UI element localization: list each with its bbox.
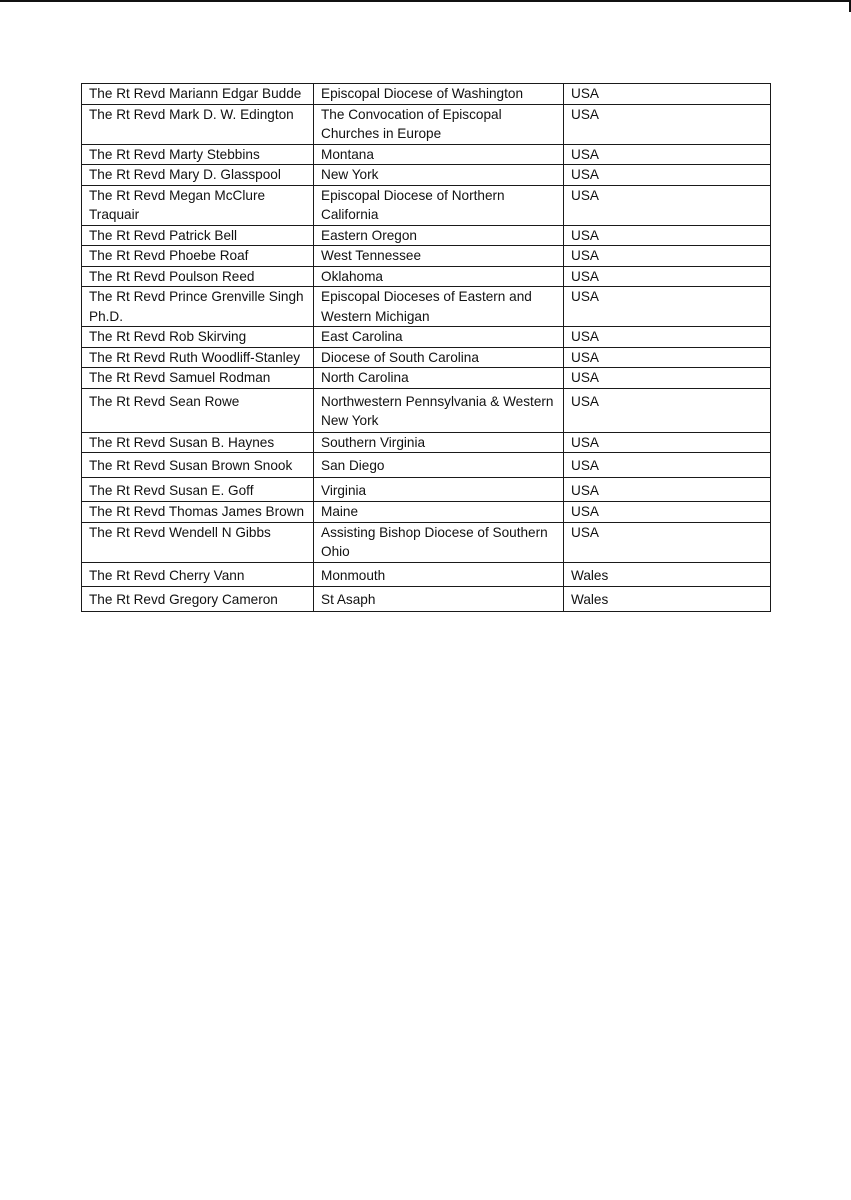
scan-top-border xyxy=(0,0,851,2)
table-row xyxy=(82,144,771,165)
country-cell: USA xyxy=(564,266,771,287)
bishop-name-cell: The Rt Revd Susan B. Haynes xyxy=(82,432,314,453)
diocese-cell: Southern Virginia xyxy=(314,432,564,453)
diocese-cell: Diocese of South Carolina xyxy=(314,347,564,368)
table-row xyxy=(82,225,771,246)
country-cell: USA xyxy=(564,84,771,105)
diocese-cell: Episcopal Dioceses of Eastern and Western Michigan xyxy=(314,287,564,327)
bishop-name-cell: The Rt Revd Gregory Cameron xyxy=(82,587,314,612)
bishop-name-cell: The Rt Revd Phoebe Roaf xyxy=(82,246,314,267)
bishop-name-cell: The Rt Revd Marty Stebbins xyxy=(82,144,314,165)
country-cell: USA xyxy=(564,327,771,348)
table-row xyxy=(82,477,771,502)
bishop-name-cell: The Rt Revd Mark D. W. Edington xyxy=(82,104,314,144)
diocese-cell: Northwestern Pennsylvania & Western New York xyxy=(314,388,564,432)
country-cell: USA xyxy=(564,477,771,502)
country-cell: USA xyxy=(564,287,771,327)
diocese-cell: West Tennessee xyxy=(314,246,564,267)
table-row xyxy=(82,246,771,267)
table-row xyxy=(82,165,771,186)
bishop-name-cell: The Rt Revd Susan E. Goff xyxy=(82,477,314,502)
table-row xyxy=(82,522,771,562)
table-row xyxy=(82,587,771,612)
table-row xyxy=(82,453,771,478)
table-row xyxy=(82,502,771,523)
bishop-name-cell: The Rt Revd Susan Brown Snook xyxy=(82,453,314,478)
bishop-name-cell: The Rt Revd Thomas James Brown xyxy=(82,502,314,523)
bishop-name-cell: The Rt Revd Mary D. Glasspool xyxy=(82,165,314,186)
country-cell: USA xyxy=(564,246,771,267)
country-cell: USA xyxy=(564,347,771,368)
country-cell: Wales xyxy=(564,562,771,587)
bishop-name-cell: The Rt Revd Sean Rowe xyxy=(82,388,314,432)
table-row xyxy=(82,327,771,348)
diocese-cell: North Carolina xyxy=(314,368,564,389)
country-cell: USA xyxy=(564,144,771,165)
diocese-cell: Assisting Bishop Diocese of Southern Ohio xyxy=(314,522,564,562)
country-cell: USA xyxy=(564,368,771,389)
country-cell: USA xyxy=(564,432,771,453)
country-cell: USA xyxy=(564,104,771,144)
diocese-cell: San Diego xyxy=(314,453,564,478)
country-cell: USA xyxy=(564,388,771,432)
bishop-name-cell: The Rt Revd Prince Grenville Singh Ph.D. xyxy=(82,287,314,327)
bishop-name-cell: The Rt Revd Poulson Reed xyxy=(82,266,314,287)
country-cell: USA xyxy=(564,225,771,246)
diocese-cell: Monmouth xyxy=(314,562,564,587)
table-row xyxy=(82,388,771,432)
bishops-table xyxy=(81,83,771,612)
diocese-cell: New York xyxy=(314,165,564,186)
table-row xyxy=(82,368,771,389)
bishops-table-body xyxy=(82,84,771,612)
table-row xyxy=(82,104,771,144)
bishop-name-cell: The Rt Revd Ruth Woodliff-Stanley xyxy=(82,347,314,368)
country-cell: USA xyxy=(564,522,771,562)
diocese-cell: Virginia xyxy=(314,477,564,502)
table-row xyxy=(82,84,771,105)
table-row xyxy=(82,432,771,453)
diocese-cell: Episcopal Diocese of Northern California xyxy=(314,185,564,225)
bishop-name-cell: The Rt Revd Patrick Bell xyxy=(82,225,314,246)
bishop-name-cell: The Rt Revd Samuel Rodman xyxy=(82,368,314,389)
bishop-name-cell: The Rt Revd Rob Skirving xyxy=(82,327,314,348)
table-row xyxy=(82,185,771,225)
country-cell: USA xyxy=(564,453,771,478)
table-row xyxy=(82,347,771,368)
bishop-name-cell: The Rt Revd Cherry Vann xyxy=(82,562,314,587)
country-cell: USA xyxy=(564,185,771,225)
table-row xyxy=(82,266,771,287)
diocese-cell: St Asaph xyxy=(314,587,564,612)
table-row xyxy=(82,562,771,587)
table-row xyxy=(82,287,771,327)
diocese-cell: Oklahoma xyxy=(314,266,564,287)
diocese-cell: Episcopal Diocese of Washington xyxy=(314,84,564,105)
country-cell: USA xyxy=(564,165,771,186)
diocese-cell: Maine xyxy=(314,502,564,523)
country-cell: USA xyxy=(564,502,771,523)
country-cell: Wales xyxy=(564,587,771,612)
bishop-name-cell: The Rt Revd Wendell N Gibbs xyxy=(82,522,314,562)
diocese-cell: Eastern Oregon xyxy=(314,225,564,246)
diocese-cell: The Convocation of Episcopal Churches in Europe xyxy=(314,104,564,144)
diocese-cell: East Carolina xyxy=(314,327,564,348)
bishop-name-cell: The Rt Revd Mariann Edgar Budde xyxy=(82,84,314,105)
bishop-name-cell: The Rt Revd Megan McClure Traquair xyxy=(82,185,314,225)
diocese-cell: Montana xyxy=(314,144,564,165)
